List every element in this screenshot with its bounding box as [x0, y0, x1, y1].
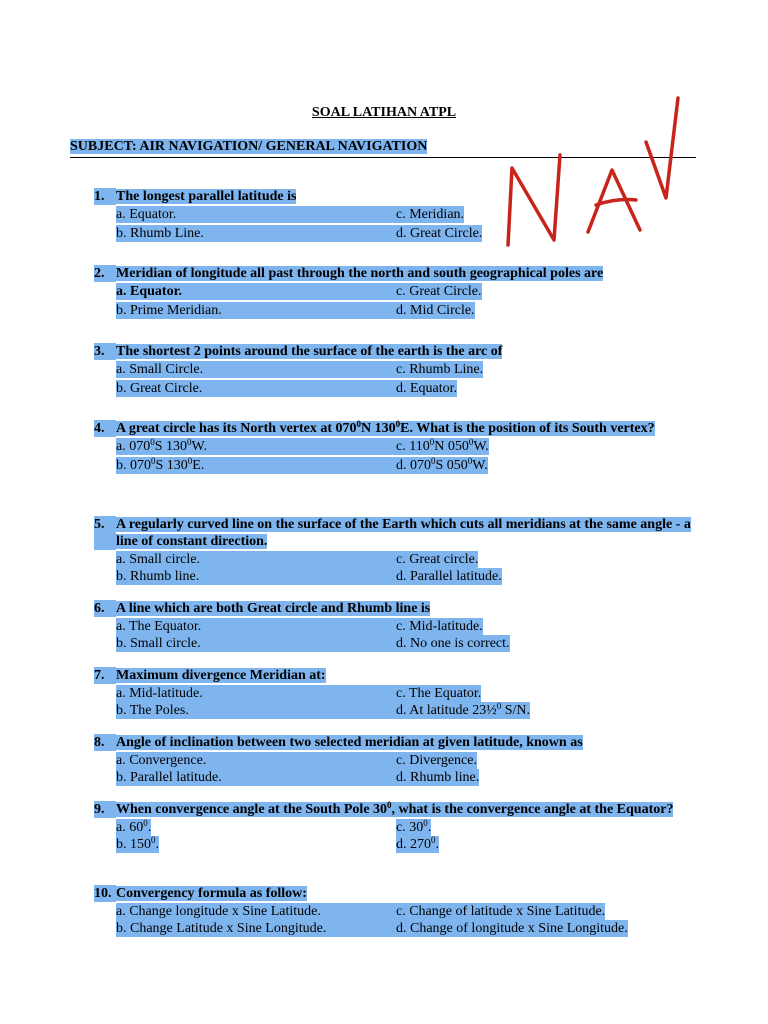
option-c: c. Meridian. [396, 207, 465, 222]
option-c: c. Divergence. [396, 753, 477, 768]
option-a: a. Mid-latitude. [116, 685, 396, 702]
question-number: 10. [94, 885, 116, 902]
question-8 [94, 734, 698, 786]
question-number: 2. [94, 265, 116, 282]
option-a: a. Change longitude x Sine Latitude. [116, 903, 396, 920]
question-4 [94, 420, 698, 476]
question-number: 6. [94, 600, 116, 617]
option-a: a. Equator. [116, 206, 396, 223]
option-d: d. Change of longitude x Sine Longitude. [396, 921, 628, 936]
question-9 [94, 801, 698, 853]
option-d: d. Rhumb line. [396, 770, 480, 785]
option-b: b. Change Latitude x Sine Longitude. [116, 920, 396, 937]
option-a: a. $60^0$. [116, 818, 152, 835]
question-6 [94, 600, 698, 652]
question-text: A regularly curved line on the surface of the Earth which cuts all meridians at the same angle - a line of constant direction. [116, 517, 691, 549]
document-title: SOAL LATIHAN ATPL [311, 105, 457, 120]
question-number: 4. [94, 420, 116, 437]
question-number: 8. [94, 734, 116, 751]
option-d: d. No one is correct. [396, 636, 510, 651]
option-d: d. $270^0$. [396, 835, 439, 852]
option-a: a. $070^0S$ $130^0W$. [116, 438, 396, 455]
question-text: When convergence angle at the South Pole $30^0$, what is the convergence angle at the Equator? [116, 800, 674, 817]
question-1 [94, 188, 698, 244]
option-b: b. Rhumb Line. [116, 225, 396, 242]
question-number: 9. [94, 801, 116, 818]
option-d: d. Equator. [396, 381, 458, 396]
question-text: The shortest 2 points around the surface of the earth is the arc of [116, 344, 503, 359]
option-d: d. Mid Circle. [396, 303, 475, 318]
option-b: b. The Poles. [116, 702, 396, 719]
question-number: 7. [94, 667, 116, 684]
option-a: a. Small circle. [116, 551, 396, 568]
question-3 [94, 343, 698, 399]
question-text: Convergency formula as follow: [116, 886, 307, 901]
question-text: Angle of inclination between two selected meridian at given latitude, known as [116, 735, 583, 750]
option-c: c. Mid-latitude. [396, 619, 483, 634]
question-text: The longest parallel latitude is [116, 189, 297, 204]
option-b: b. $150^0$. [116, 835, 159, 852]
option-c: c. Rhumb Line. [396, 362, 484, 377]
question-text: A great circle has its North vertex at $070^0N$ $130^0E$. What is the position of its South vertex? [116, 419, 655, 436]
question-text: A line which are both Great circle and Rhumb line is [116, 601, 431, 616]
question-number: 5. [94, 516, 116, 550]
option-c: c. Great circle. [396, 552, 479, 567]
option-a: a. Small Circle. [116, 361, 396, 378]
option-b: b. Great Circle. [116, 380, 396, 397]
option-b: b. Parallel latitude. [116, 769, 396, 786]
option-a: a. The Equator. [116, 618, 396, 635]
option-d: d. $070^0S$ $050^0W$. [396, 456, 488, 473]
option-b: b. Small circle. [116, 635, 396, 652]
option-c: c. Great Circle. [396, 284, 482, 299]
option-d: d. Great Circle. [396, 226, 483, 241]
option-a: a. Equator. [116, 283, 396, 300]
option-c: c. $30^0$. [396, 818, 432, 835]
question-number: 1. [94, 188, 116, 205]
question-number: 3. [94, 343, 116, 360]
question-10 [94, 885, 698, 937]
subject-line: SUBJECT: AIR NAVIGATION/ GENERAL NAVIGATION [70, 139, 428, 154]
question-7 [94, 667, 698, 719]
option-d: d. At latitude 23½$^0$ S/N. [396, 701, 531, 718]
question-2 [94, 265, 698, 321]
option-c: c. The Equator. [396, 686, 482, 701]
question-5 [94, 516, 698, 585]
question-text: Maximum divergence Meridian at: [116, 668, 326, 683]
option-a: a. Convergence. [116, 752, 396, 769]
option-b: b. $070^0S$ $130^0E$. [116, 457, 396, 474]
option-c: c. $110^0N$ $050^0W$. [396, 437, 489, 454]
option-d: d. Parallel latitude. [396, 569, 502, 584]
option-b: b. Prime Meridian. [116, 302, 396, 319]
question-text: Meridian of longitude all past through the north and south geographical poles are [116, 266, 604, 281]
option-c: c. Change of latitude x Sine Latitude. [396, 904, 606, 919]
option-b: b. Rhumb line. [116, 568, 396, 585]
